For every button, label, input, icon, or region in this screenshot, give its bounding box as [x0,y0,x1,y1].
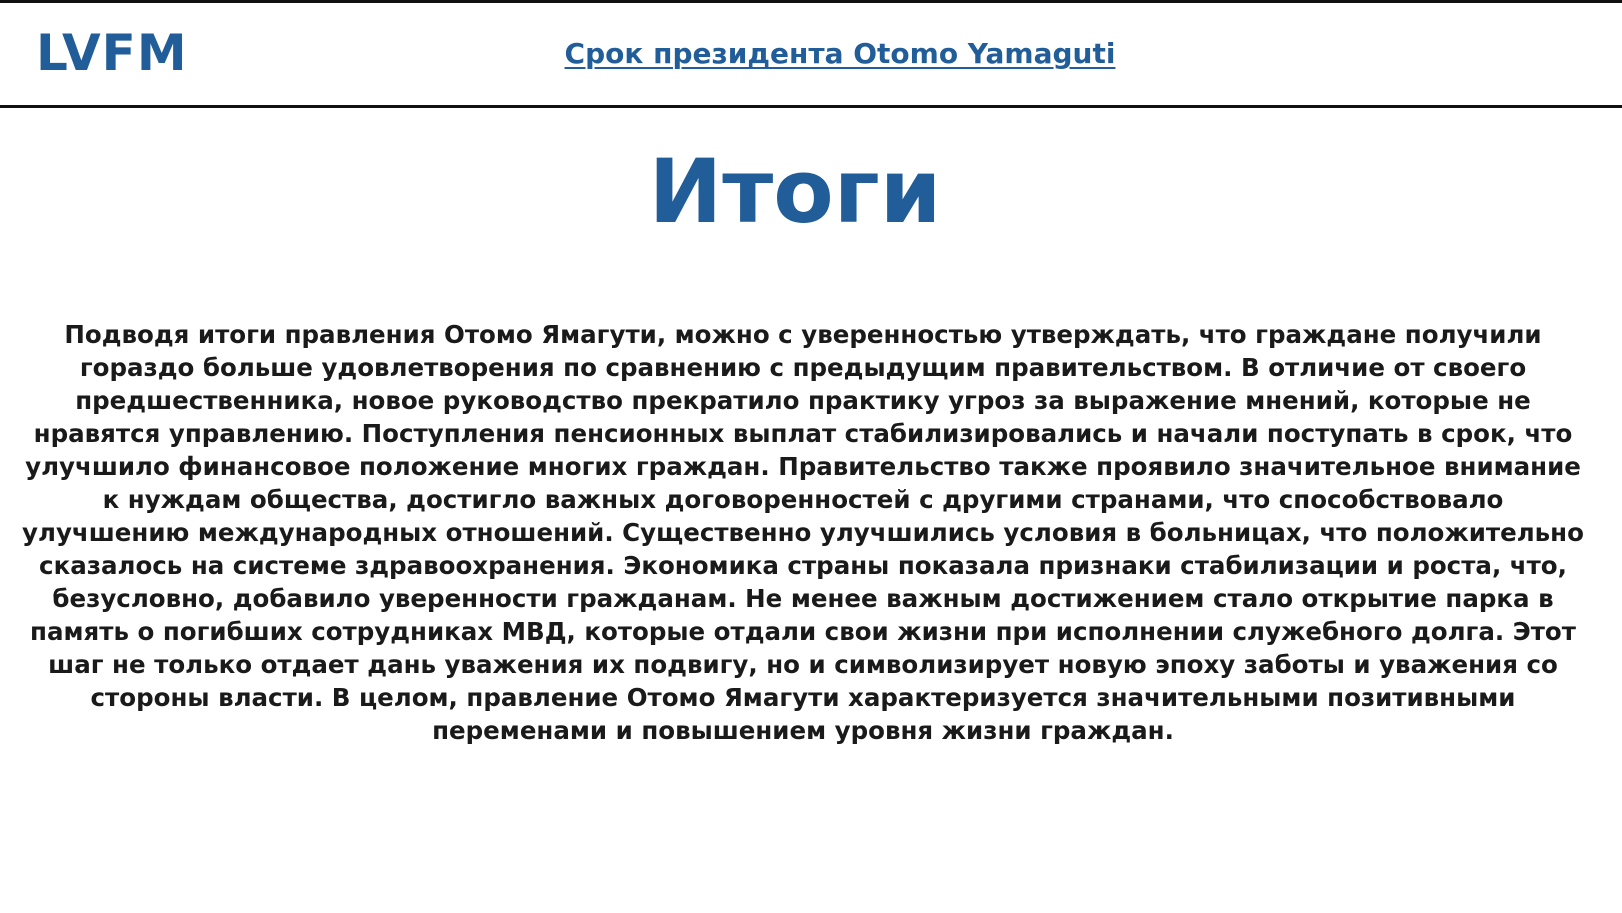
page-title: Итоги [648,140,942,243]
summary-paragraph: Подводя итоги правления Отомо Ямагути, можно с уверенностью утверждать, что граждане получили гораздо больше удовлетворения по сравнению с предыдущим правительством. В отличие от своего предшественника, новое руководство прекратило практику угроз за выражение мнений, которые не нравятся управлению. Поступления пенсионных выплат стабилизировались и начали поступать в срок, что улучшило финансовое положение многих граждан. Правительство также проявило значительное внимание к нуждам общества, достигло важных договоренностей с другими странами, что способствовало улучшению международных отношений. Существенно улучшились условия в больницах, что положительно сказалось на системе здравоохранения. Экономика страны показала признаки стабилизации и роста, что, безусловно, добавило уверенности гражданам. Не менее важным достижением стало открытие парка в память о погибших сотрудниках МВД, которые отдали свои жизни при исполнении служебного долга. Этот шаг не только отдает дань уважения их подвигу, но и символизирует новую эпоху заботы и уважения со стороны власти. В целом, правление Отомо Ямагути характеризуется значительными позитивными переменами и повышением уровня жизни граждан. [22,320,1584,745]
presidency-term-link[interactable]: Срок президента Otomo Yamaguti [564,37,1116,70]
header-bar [0,0,1622,108]
site-logo[interactable]: LVFM [36,24,188,82]
